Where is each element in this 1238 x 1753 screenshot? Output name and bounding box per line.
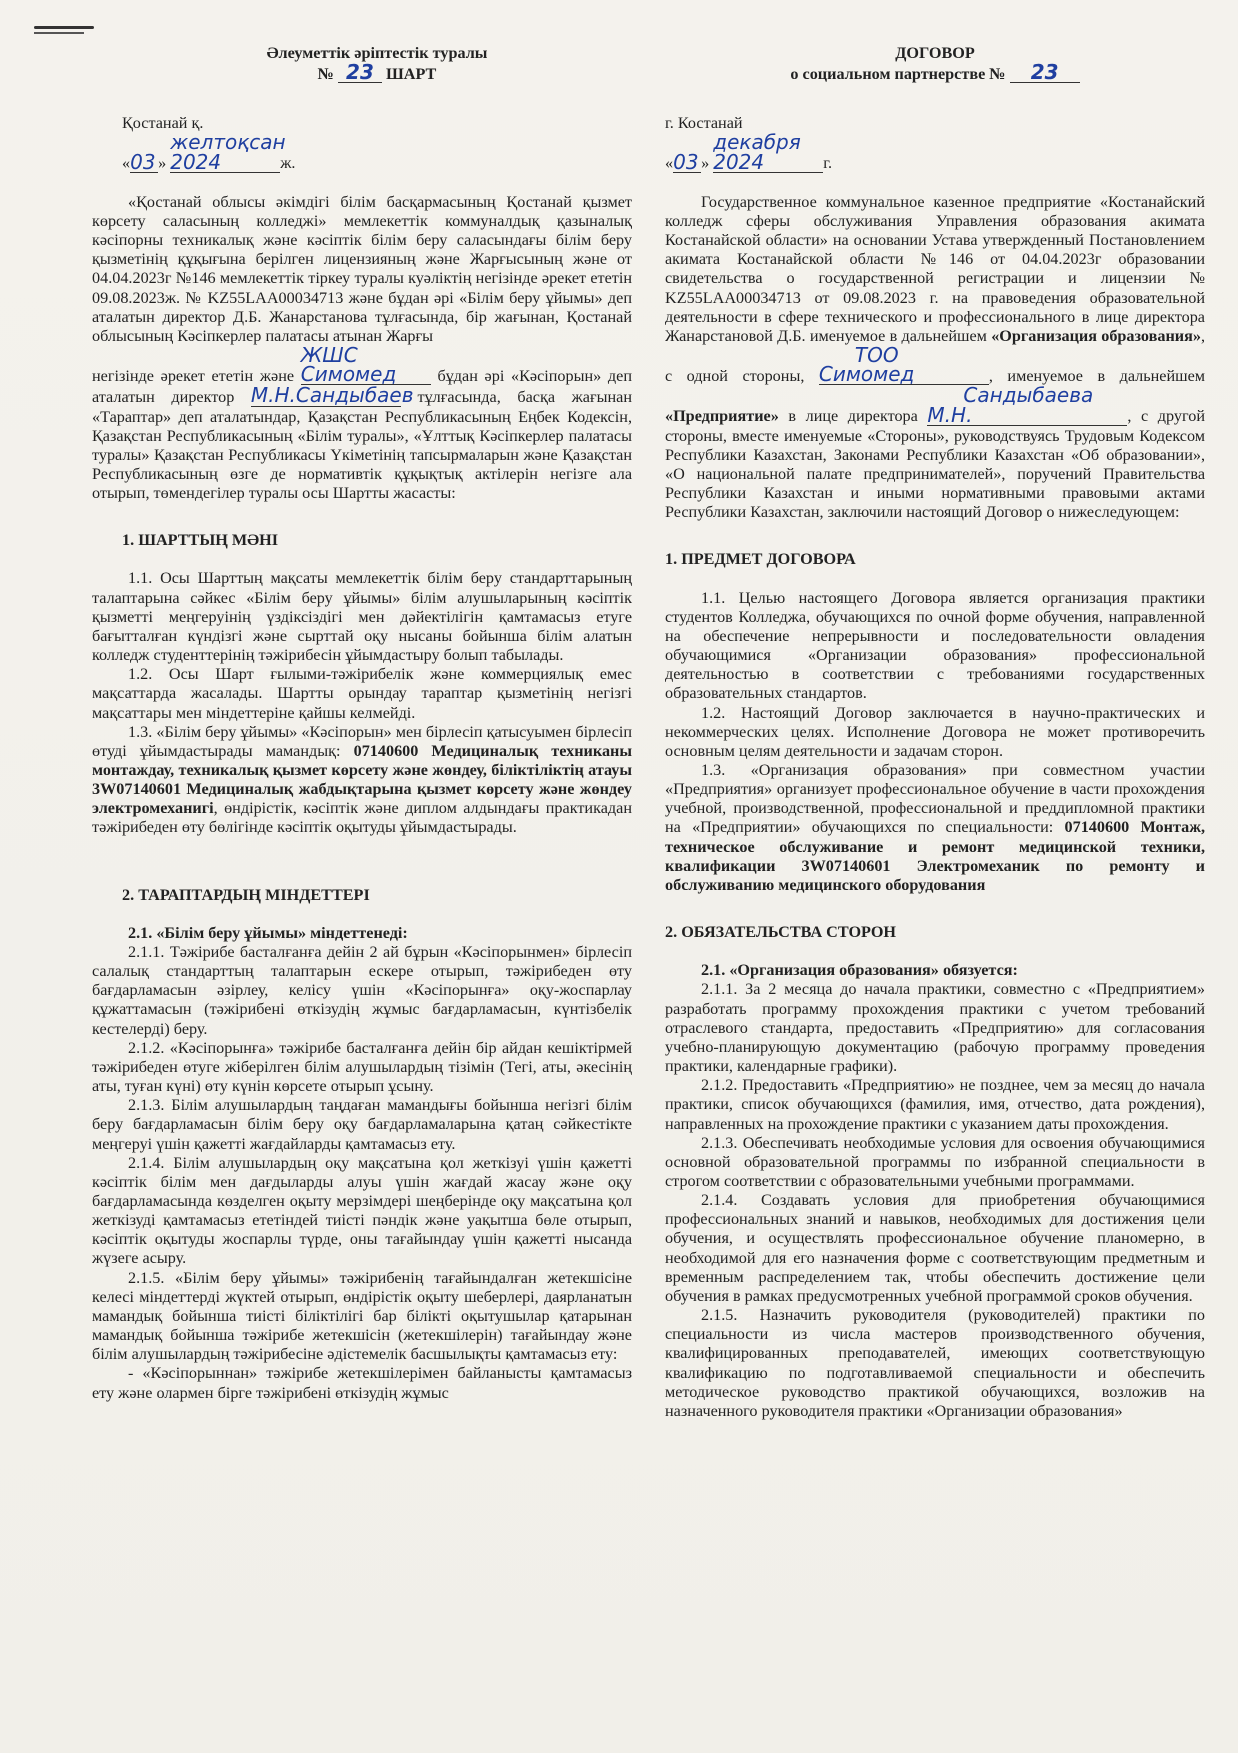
ru-2-1-4: 2.1.4. Создавать условия для приобретения обучающимися профессиональных знаний и навыков, необходимых для достижения цели обучения, и осуществлять профессиональное обучение планомерно, в необходимой для его назначения форме с соответствующим предметным и временным распределением так, чтобы обеспечить достижение цели обучения в рамках предусмотренных учебной программой сроков обучения.: [665, 1191, 1205, 1305]
kazakh-column: [92, 44, 632, 1403]
staple-mark: [34, 26, 94, 29]
ru-2-1-1: 2.1.1. За 2 месяца до начала практики, совместно с «Предприятием» разработать программу прохождения практики с учетом требований отраслевого стандарта, предоставить «Предприятию» для согласования учебно-планирующую документацию (рабочую программу проведения практики, календарные графики).: [665, 980, 1205, 1076]
russian-column: [665, 44, 1205, 1421]
staple-mark-2: [34, 32, 84, 34]
kz-2-1-1: 2.1.1. Тәжірибе басталғанға дейін 2 ай бұрын «Кәсіпорынмен» бірлесіп салалық стандарттың талаптарын ескере отырып, тәжірибеден өту бағдарламасын әзірлеу, келісу үшін «Кәсіпорынға» оқу-жоспарлау құжаттамасын (тәжірибені өткізудің жұмыс бағдарламасын, күнтізбелік кестелерді) беру.: [92, 942, 632, 1038]
ru-2-1-5: 2.1.5. Назначить руководителя (руководителей) практики по специальности из числа мастеров производственного обучения, квалифицированных преподавателей, имеющих соответствующую квалификацию по подготавливаемой специальности и обеспечить методическое руководство практикой обучающихся, возложив на назначенного руководителя практики «Организации образования»: [665, 1306, 1205, 1420]
ru-title-number: о социальном партнерстве № 23: [665, 63, 1205, 84]
ru-intro-1: Государственное коммунальное казенное предприятие «Костанайский колледж сферы обслуживания Управления образования акимата Костанайской области» на основании Устава утвержденный Постановлением акимата Костанайской области №146 от 04.04.2023г образовании свидетельства о государственной регистрации и лицензии № KZ55LAA00034713 от 09.08.2023 г. на правоведения образовательной деятельности в сфере технического и профессионального в лице директора Жанарстановой Д.Б. именуемое в дальнейшем «Организация образования», с одной стороны, ТОО Симомед , именуемое в дальнейшем «Предприятие» в лице директора Сандыбаева М.Н. , с другой стороны, вместе именуемые «Стороны», руководствуясь Трудовым Кодексом Республики Казахстан, Законами Республики Казахстан «Об образовании», «О национальной палате предпринимателей», поручений Правительства Республики Казахстан и иными нормативными правовыми актами Республики Казахстан, заключили настоящий Договор о нижеследующем:: [665, 192, 1206, 522]
kz-2-1-2: 2.1.2. «Кәсіпорынға» тәжірибе басталғанға дейін бір айдан кешіктірмей тәжірибеден өтуге жіберілген білім алушылардың тізімін (Тегі, аты, әкесінің аты, туған күні) өту күнін көрсете отырып ұсыну.: [92, 1038, 632, 1096]
ru-section-2: 2. ОБЯЗАТЕЛЬСТВА СТОРОН: [665, 923, 897, 942]
ru-city: г. Костанай: [665, 114, 743, 133]
kz-city: Қостанай қ.: [122, 114, 204, 133]
kz-intro-1: «Қостанай облысы әкімдігі білім басқармасының Қостанай қызмет көрсету саласының колледжі» мемлекеттік коммуналдық қазыналық кәсіпорны техникалық және кәсіптік білім беру саласындағы білім беру қызметінің құқығына берілген лицензияның және Жарғысының және от 04.04.2023г №146 мемлекеттік тіркеу туралы куәліктің негізінде әрекет ететін 09.08.2023ж. № KZ55LAA00034713 және бұдан әрі «Білім беру ұйымы» деп аталатын директор Д.Б. Жанарстанова тұлғасында, бір жағынан, Қостанай облысының Кәсіпкерлер палатасы атынан Жарғы: [92, 192, 632, 345]
kz-section-1: 1. ШАРТТЫҢ МӘНІ: [122, 531, 278, 550]
kz-1-2: 1.2. Осы Шарт ғылыми-тәжірибелік және коммерциялық емес мақсаттарда жасалады. Шартты орындау тараптар қызметінің негізгі мақсаттары мен міндеттеріне қайшы келмейді.: [92, 665, 632, 722]
ru-1-2: 1.2. Настоящий Договор заключается в научно-практических и некоммерческих целях. Исполнение Договора не может противоречить основным целям деятельности и задачам сторон.: [665, 703, 1205, 760]
kz-section-2: 2. ТАРАПТАРДЫҢ МІНДЕТТЕРІ: [122, 885, 370, 904]
ru-2-1-2: 2.1.2. Предоставить «Предприятию» не позднее, чем за месяц до начала практики, список обучающихся (фамилия, имя, отчество, дата рождения), направленных на прохождение практики с указанием даты прохождения.: [665, 1076, 1205, 1133]
ru-1-3: 1.3. «Организация образования» при совместном участии «Предприятия» организует профессиональное обучение в части прохождения учебной, производственной, профессиональной и преддипломной практики на «Предприятии» обучающихся по специальности: 07140600 Монтаж, техническое обслуживание и ремонт медицинской техники, квалификации 3W07140601 Электромеханик по ремонту и обслуживанию медицинского оборудования: [665, 761, 1206, 894]
kz-2-1-5: 2.1.5. «Білім беру ұйымы» тәжірибенің тағайындалған жетекшісіне келесі міндеттерді жүктей отырып, өндірістік оқыту шеберлері, даярланатын мамандық бойынша тиісті біліктілігі бар білікті оқытушылар қатарынан мамандық бойынша тәжірибе жетекшісін (жетекшілерін) тағайындау және білім алушылардың тәжірибесіне әдістемелік басшылықты қамтамасыз ету:: [92, 1268, 632, 1364]
kz-1-3: 1.3. «Білім беру ұйымы» «Кәсіпорын» мен бірлесіп қатысуымен бірлесіп өтуді ұйымдастырады мамандық: 07140600 Медициналық техниканы монтаждау, техникалық қызмет көрсету және жөндеу, біліктіліктің атауы 3W07140601 Медициналық жабдықтарына қызмет көрсету және жөндеу электромеханигі, өндірістік, кәсіптік және диплом алдындағы практикадан тәжірибеден өту бөлігінде кәсіптік оқытуды ұйымдастырады.: [92, 722, 633, 837]
ru-2-1-3: 2.1.3. Обеспечивать необходимые условия для освоения обучающимися основной образовательной программы по избранной специальности в строгом соответствии с образовательными учебными программами.: [665, 1133, 1205, 1190]
ru-section-1: 1. ПРЕДМЕТ ДОГОВОРА: [665, 550, 856, 569]
ru-title: ДОГОВОР: [895, 44, 975, 62]
kz-title-number: № 23 ШАРТ: [317, 60, 437, 85]
kz-intro-2: негізінде әрекет ететін және ЖШС Симомед бұдан әрі «Кәсіпорын» деп аталатын директор М.Н.Сандыбаев тұлғасында, басқа жағынан «Тараптар» деп аталатындар, Қазақстан Республикасының Еңбек Кодексін, Қазақстан Республикасының «Білім туралы», «Ұлттық Кәсіпкерлер палатасы туралы» Қазақстан Республикасы Үкіметінің тапсырмаларын және Қазақстан Республикасының өзге де нормативтік құқықтық актілерін негізге ала отырып, төмендегілер туралы осы Шартты жасасты:: [92, 343, 633, 503]
kz-2-1-5-bullet: - «Кәсіпорыннан» тәжірибе жетекшілерімен байланысты қамтамасыз ету және олармен бірге тәжірибені өткізудің жұмыс: [92, 1364, 632, 1402]
ru-contract-number: 23: [1010, 63, 1080, 83]
ru-2-1: 2.1. «Организация образования» обязуется:: [701, 961, 1018, 980]
ru-date: «03 » декабря 2024 г.: [665, 130, 833, 174]
kz-title: Әлеуметтік әріптестік туралы: [266, 44, 488, 62]
kz-2-1-4: 2.1.4. Білім алушылардың оқу мақсатына қол жеткізуі үшін қажетті кәсіптік білім мен дағдыларды алуы үшін жағдай жасау және оқу бағдарламасында көзделген оқыту мерзімдері шеңберінде оқу мақсатына қол жеткізуді қамтамасыз ететіндей тиісті пәндік және уақытша бөле отырып, кәсіптік оқытуды жоспарлы түрде, оны тағайындау үшін қажетті нысанда жүзеге асыру.: [92, 1153, 632, 1268]
kz-2-1-3: 2.1.3. Білім алушылардың таңдаған мамандығы бойынша негізгі білім беру бағдарламасын білім беру оқу бағдарламаларына қатаң сәйкестікте меңгеруі үшін қажетті жағдайларды қамтамасыз ету.: [92, 1096, 632, 1153]
ru-1-1: 1.1. Целью настоящего Договора является организация практики студентов Колледжа, обучающихся по очной форме обучения, направленной на обеспечение непрерывности и последовательности овладения обучающимися «Организации образования» профессиональной деятельностью в соответствии с требованиями государственных образовательных стандартов.: [665, 588, 1205, 703]
kz-1-1: 1.1. Осы Шарттың мақсаты мемлекеттік білім беру стандарттарының талаптарына сәйкес «Білім беру ұйымы» білім алушыларының кәсіптік қызметті меңгеруінің үздіксіздігі мен дәйектілігін қамтамасыз етуге бағытталған күндізгі және сырттай оқу нысаны бойынша білім алатын колледж студенттерінің тәжірибесін ұйымдастыру болып табылады.: [92, 569, 632, 665]
kz-2-1: 2.1. «Білім беру ұйымы» міндеттенеді:: [128, 923, 408, 942]
kz-date: «03 » желтоқсан 2024 ж.: [122, 130, 296, 174]
kz-contract-number: 23: [338, 63, 382, 83]
